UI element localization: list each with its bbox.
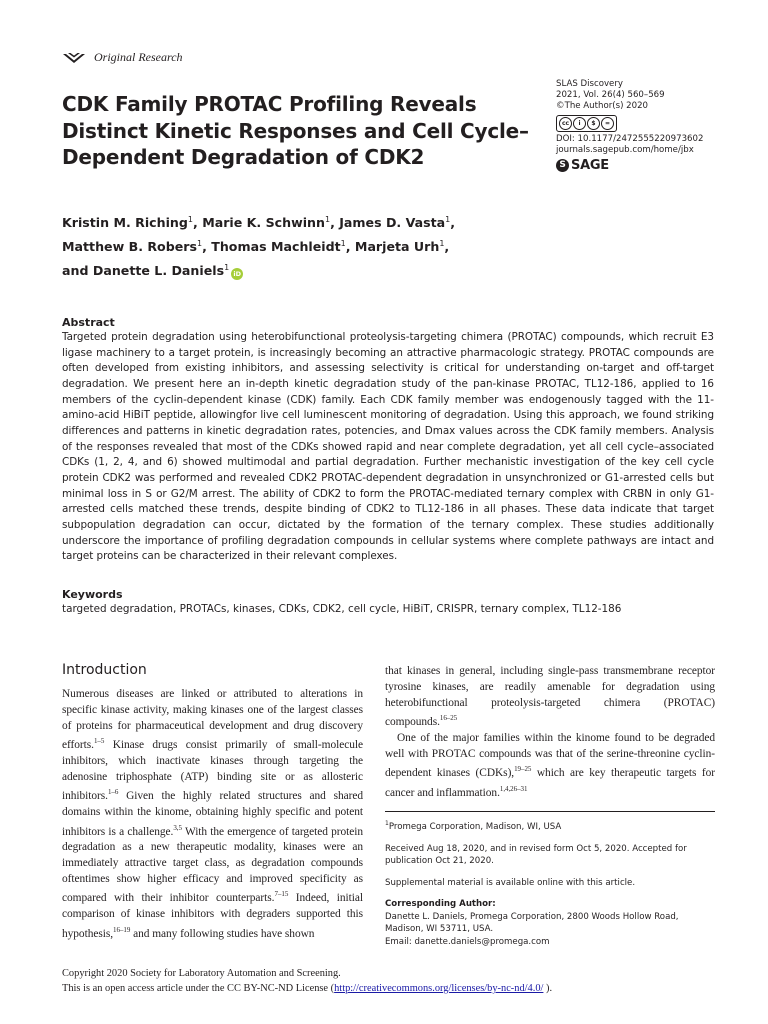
intro-left-column [62, 662, 363, 942]
page-footer [62, 966, 722, 996]
footnote-divider [385, 811, 715, 812]
journal-copyright: ©The Author(s) 2020 [556, 101, 649, 111]
author: Marjeta Urh$^1$, [354, 238, 450, 254]
author: Kristin M. Riching$^1$, [62, 215, 203, 231]
license-link[interactable]: http://creativecommons.org/licenses/by-nc-nd/4.0/ [334, 983, 544, 994]
citation[interactable]: 3,5 [173, 823, 182, 832]
section-label: Original Research [94, 50, 183, 64]
orcid-icon[interactable]: iD [231, 268, 243, 280]
corresponding-address-2: Madison, WI 53711, USA. [385, 924, 494, 935]
abstract-text: Targeted protein degradation using heterobifunctional proteolysis-targeting chimera (PROTAC) compounds, which recruit E3 ligase machinery to a target protein, is increasingly becoming an attractive pharmacologic strategy. PROTAC compounds are often developed from existing inhibitors, and assessing selectivity is critical for understanding on-target and off-target degradation. We present here an in-depth kinetic degradation study of the pan-kinase PROTAC, TL12-186, applied to 16 members of the cyclin-dependent kinase (CDK) family. Each CDK family member was endogenously tagged with the 11-amino-acid HiBiT peptide, allowingfor live cell luminescent monitoring of degradation. Using this approach, we found striking differences and patterns in kinetic degradation rates, potencies, and Dmax values across the CDK family members. Analysis of the responses revealed that most of the CDKs showed rapid and near complete degradation, yet all cell cycle–associated CDKs (1, 2, 4, and 6) showed multimodal and partial degradation. Further mechanistic investigation of the key cell cycle protein CDK2 was performed and revealed CDK2 PROTAC-dependent degradation in unsynchronized or G1-arrested cells but minimal loss in S or G2/M arrest. The ability of CDK2 to form the PROTAC-mediated ternary complex with CRBN in only G1-arrested cells matched these trends, despite binding of CDK2 to TL12-186 in all phases. These data indicate that target subpopulation degradation can occur, dictated by the formation of the ternary complex. These studies additionally underscore the importance of profiling degradation compounds in cellular systems where complete pathways are intact and target proteins can be characterized in their relevant complexes. [62, 331, 714, 563]
footer-copyright: Copyright 2020 Society for Laboratory Automation and Screening. [62, 968, 341, 979]
keywords [62, 588, 714, 615]
citation[interactable]: 19–25 [514, 765, 532, 774]
sage-icon: S [556, 159, 569, 172]
cc-icon: cc [559, 117, 572, 130]
publisher-name: SAGE [571, 158, 609, 173]
citation[interactable]: 16–25 [439, 714, 458, 723]
corresponding-address-1: Danette L. Daniels, Promega Corporation, 2800 Woods Hollow Road, [385, 911, 679, 922]
keywords-heading: Keywords [62, 588, 123, 601]
abstract [62, 316, 714, 565]
article-title: CDK Family PROTAC Profiling Reveals Distinct Kinetic Responses and Cell Cycle–Dependent Degradation of CDK2 [62, 92, 529, 169]
supplemental-note: Supplemental material is available online with this article. [385, 877, 636, 888]
abstract-heading: Abstract [62, 316, 115, 329]
footer-license: This is an open access article under the CC BY-NC-ND License (http://creativecommons.org/licenses/by-nc-nd/4.0/ ). [62, 983, 553, 994]
journal-info [556, 79, 736, 172]
publisher-logo [556, 159, 736, 172]
citation[interactable]: 1–5 [93, 737, 105, 746]
intro-paragraph-2: that kinases in general, including single-pass transmembrane receptor tyrosine kinases, are readily amenable for degradation using heterobifunctional proteolysis-targeted chimera (PROTAC) compounds.$^{16-25}$ [385, 665, 715, 729]
affiliation: $^1$Promega Corporation, Madison, WI, USA [385, 820, 562, 833]
nc-icon: $ [587, 117, 600, 130]
journal-doi[interactable]: DOI: 10.1177/2472555220973602 [556, 134, 704, 144]
by-icon: i [573, 117, 586, 130]
journal-url[interactable]: journals.sagepub.com/home/jbx [556, 145, 694, 155]
author: Marie K. Schwinn$^1$, [202, 215, 340, 231]
author: James D. Vasta$^1$, [339, 215, 456, 231]
intro-paragraph-3: One of the major families within the kinome found to be degraded well with PROTAC compounds was that of the serine-threonine cyclin-dependent kinases (CDKs),$^{19-25}$ which are key therapeutic targets for cancer and inflammation.$^{1,4,26-31}$ [385, 731, 715, 799]
intro-right-column [385, 664, 715, 948]
received-dates: Received Aug 18, 2020, and in revised form Oct 5, 2020. Accepted for publication Oct 21, 2020. [385, 843, 687, 867]
citation[interactable]: 16–19 [113, 925, 131, 934]
corresponding-email[interactable]: Email: danette.daniels@promega.com [385, 936, 550, 947]
author-list [62, 210, 532, 281]
header [62, 50, 183, 65]
nd-icon: = [601, 117, 614, 130]
keywords-text: targeted degradation, PROTACs, kinases, CDKs, CDK2, cell cycle, HiBiT, CRISPR, ternary complex, TL12-186 [62, 603, 622, 615]
cc-license-icon[interactable] [556, 115, 617, 132]
journal-name: SLAS Discovery [556, 79, 623, 89]
citation[interactable]: 1,4,26–31 [499, 784, 528, 793]
author: and Danette L. Daniels$^1$ [62, 262, 230, 278]
author: Thomas Machleidt$^1$, [211, 238, 355, 254]
intro-paragraph-1: Numerous diseases are linked or attributed to alterations in specific kinase activity, making kinases one of the largest classes of proteins for pharmaceutical development and drug discovery efforts.$^{1-5}$ Kinase drugs consist primarily of small-molecule inhibitors, which inactivate kinases through targeting the adenosine triphosphate (ATP) binding site or as allosteric inhibitors.$^{1-6}$ Given the highly related structures and shared domains within the kinome, obtaining highly specific and potent inhibitors is a challenge.$^{3,5}$ With the emergence of targeted protein degradation as a new therapeutic modality, kinases were an immediately attractive target class, as degradation compounds oftentimes show higher efficacy and improved specificity as compared with their inhibitor counterparts.$^{7-15}$ Indeed, initial comparison of kinase inhibitors with degraders supported this hypothesis,$^{16-19}$ and many following studies have shown [62, 688, 363, 940]
journal-volume: 2021, Vol. 26(4) 560–569 [556, 90, 665, 100]
author: Matthew B. Robers$^1$, [62, 238, 212, 254]
citation[interactable]: 7–15 [274, 890, 289, 899]
citation[interactable]: 1–6 [107, 788, 119, 797]
intro-heading: Introduction [62, 662, 147, 678]
corresponding-heading: Corresponding Author: [385, 899, 496, 910]
journal-logo-icon [62, 51, 86, 65]
